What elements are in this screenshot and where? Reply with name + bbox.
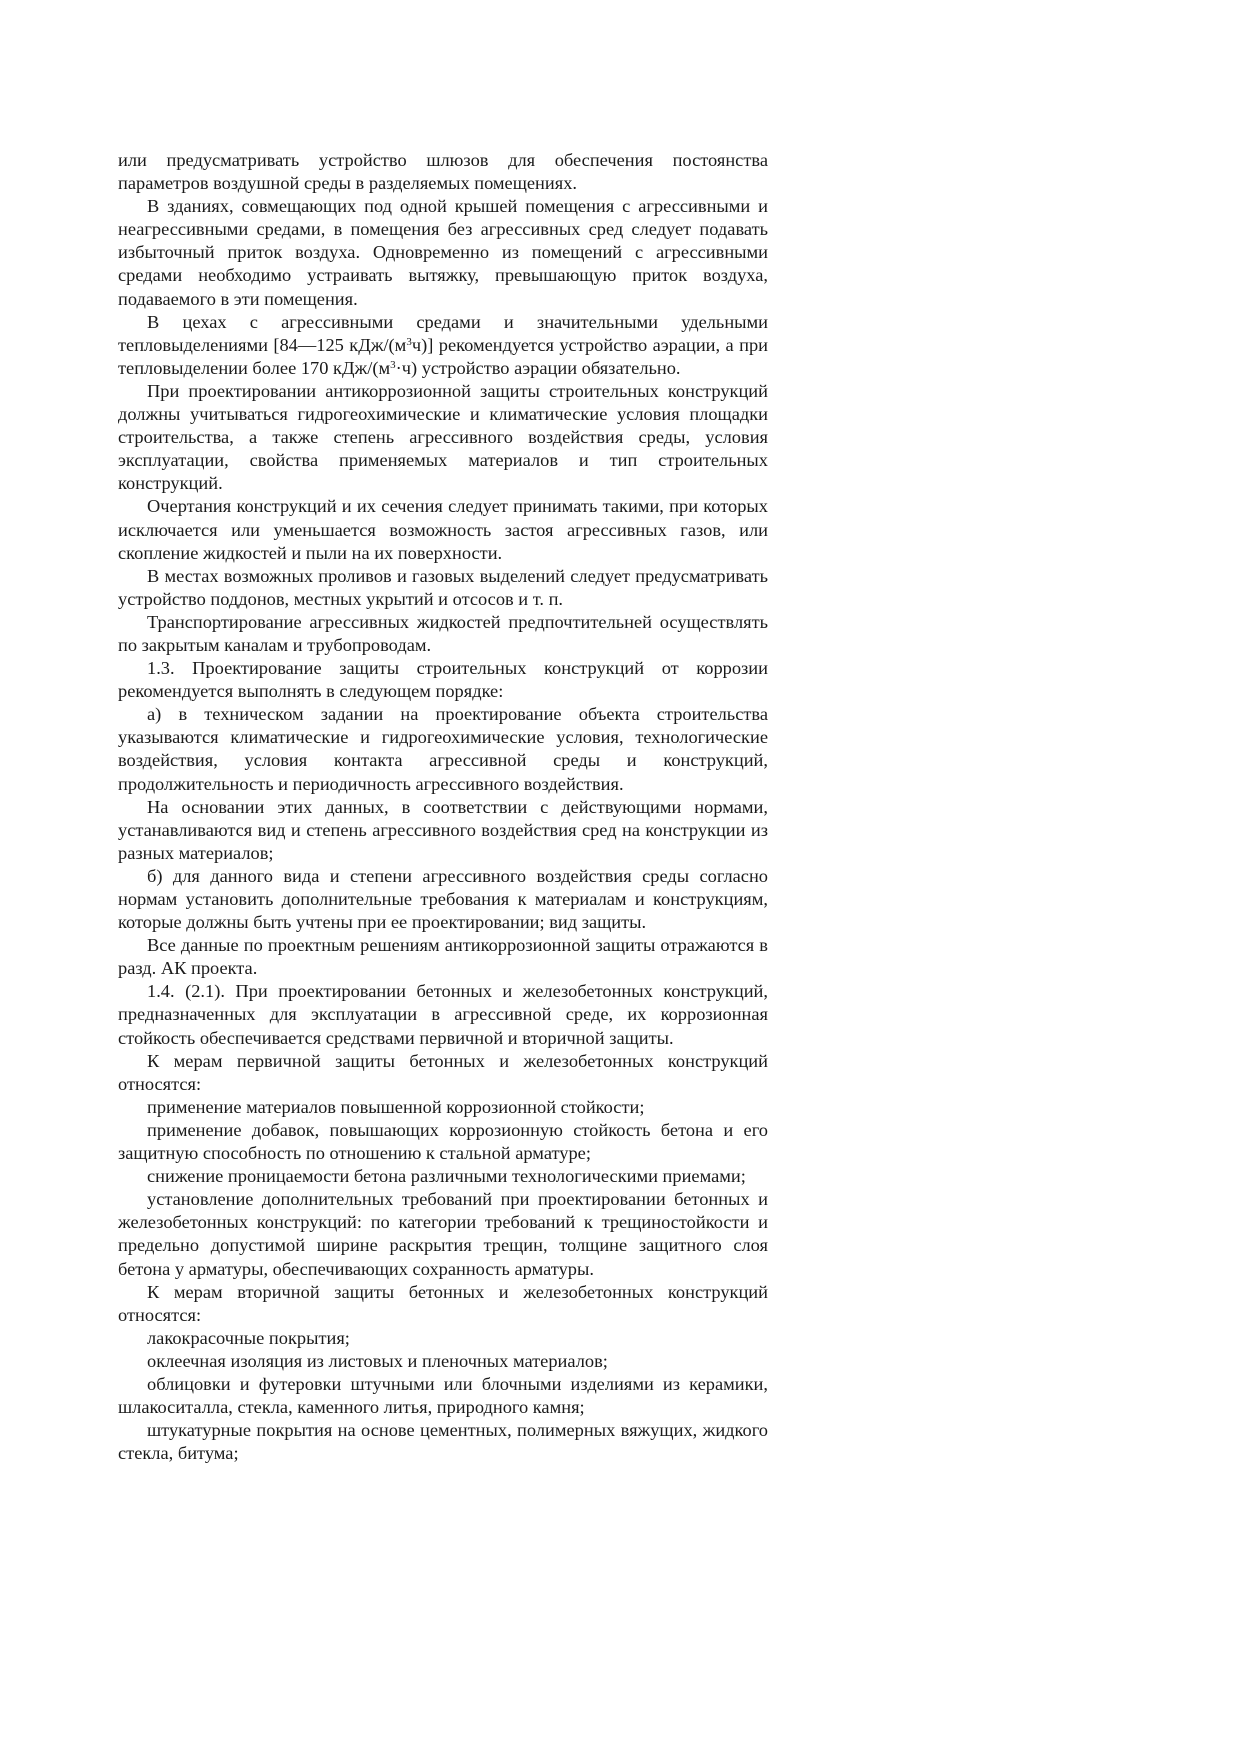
paragraph-4: При проектировании антикоррозионной защиты строительных конструкций должны учитываться гидрогеохимические и климатические условия площадки строительства, а также степень агрессивного воздействия среды, условия эксплуатации, свойства применяемых материалов и тип строительных конструкций. xyxy=(118,380,768,494)
list-item-secondary-2: оклеечная изоляция из листовых и пленочных материалов; xyxy=(147,1350,608,1371)
paragraph-19: К мерам вторичной защиты бетонных и железобетонных конструкций относятся: xyxy=(118,1281,768,1325)
list-item-primary-2: применение добавок, повышающих коррозионную стойкость бетона и его защитную способность по отношению к стальной арматуре; xyxy=(118,1119,768,1164)
paragraph-6: В местах возможных проливов и газовых выделений следует предусматривать устройство поддонов, местных укрытий и отсосов и т. п. xyxy=(118,565,768,609)
paragraph-9: а) в техническом задании на проектирование объекта строительства указываются климатические и гидрогеохимические условия, технологические воздействия, условия контакта агрессивной среды и конструкций, продолжительность и периодичность агрессивного воздействия. xyxy=(118,704,768,794)
paragraph-3-part-a: В цехах с агрессивными средами и значительными удельными тепловыделениями [84—125 кДж/(м xyxy=(118,311,768,355)
paragraph-1: или предусматривать устройство шлюзов для обеспечения постоянства параметров воздушной среды в разделяемых помещениях. xyxy=(118,150,768,194)
list-item-secondary-4: штукатурные покрытия на основе цементных, полимерных вяжущих, жидкого стекла, битума; xyxy=(118,1420,768,1464)
paragraph-5: Очертания конструкций и их сечения следует принимать такими, при которых исключается или уменьшается возможность застоя агрессивных газов, или скопление жидкостей и пыли на их поверхности. xyxy=(118,496,768,563)
document-page xyxy=(118,149,768,1465)
paragraph-14: К мерам первичной защиты бетонных и железобетонных конструкций относятся: xyxy=(118,1050,768,1094)
paragraph-3 xyxy=(118,311,768,380)
paragraph-7: Транспортирование агрессивных жидкостей предпочтительней осуществлять по закрытым каналам и трубопроводам. xyxy=(118,611,768,655)
superscript-cube-2: 3 xyxy=(390,358,396,371)
superscript-cube: 3 xyxy=(406,335,412,348)
paragraph-3-part-b: ч)] рекомендуется устройство аэрации, а при тепловыделении более 170 кДж/(м xyxy=(118,334,768,378)
list-item-secondary-3: облицовки и футеровки штучными или блочными изделиями из керамики, шлакоситалла, стекла, каменного литья, природного камня; xyxy=(118,1373,768,1418)
paragraph-12: Все данные по проектным решениям антикоррозионной защиты отражаются в разд. АК проекта. xyxy=(118,935,768,979)
list-item-secondary-1: лакокрасочные покрытия; xyxy=(147,1327,350,1348)
list-item-primary-4: установление дополнительных требований при проектировании бетонных и железобетонных конструкций: по категории требований к трещиностойкости и предельно допустимой ширине раскрытия трещин, толщине защитного слоя бетона у арматуры, обеспечивающих сохранность арматуры. xyxy=(118,1189,768,1279)
paragraph-10: На основании этих данных, в соответствии с действующими нормами, устанавливаются вид и степень агрессивного воздействия сред на конструкции из разных материалов; xyxy=(118,796,768,863)
paragraph-3-part-c: ·ч) устройство аэрации обязательно. xyxy=(395,357,681,378)
paragraph-8: 1.3. Проектирование защиты строительных конструкций от коррозии рекомендуется выполнять в следующем порядке: xyxy=(118,658,768,702)
paragraph-13: 1.4. (2.1). При проектировании бетонных и железобетонных конструкций, предназначенных для эксплуатации в агрессивной среде, их коррозионная стойкость обеспечивается средствами первичной и вторичной защиты. xyxy=(118,981,768,1048)
paragraph-2: В зданиях, совмещающих под одной крышей помещения с агрессивными и неагрессивными средами, в помещения без агрессивных сред следует подавать избыточный приток воздуха. Одновременно из помещений с агрессивными средами необходимо устраивать вытяжку, превышающую приток воздуха, подаваемого в эти помещения. xyxy=(118,196,768,309)
paragraph-11: б) для данного вида и степени агрессивного воздействия среды согласно нормам установить дополнительные требования к материалам и конструкциям, которые должны быть учтены при ее проектировании; вид защиты. xyxy=(118,865,768,933)
list-item-primary-1: применение материалов повышенной коррозионной стойкости; xyxy=(147,1096,645,1117)
list-item-primary-3: снижение проницаемости бетона различными технологическими приемами; xyxy=(147,1166,746,1187)
